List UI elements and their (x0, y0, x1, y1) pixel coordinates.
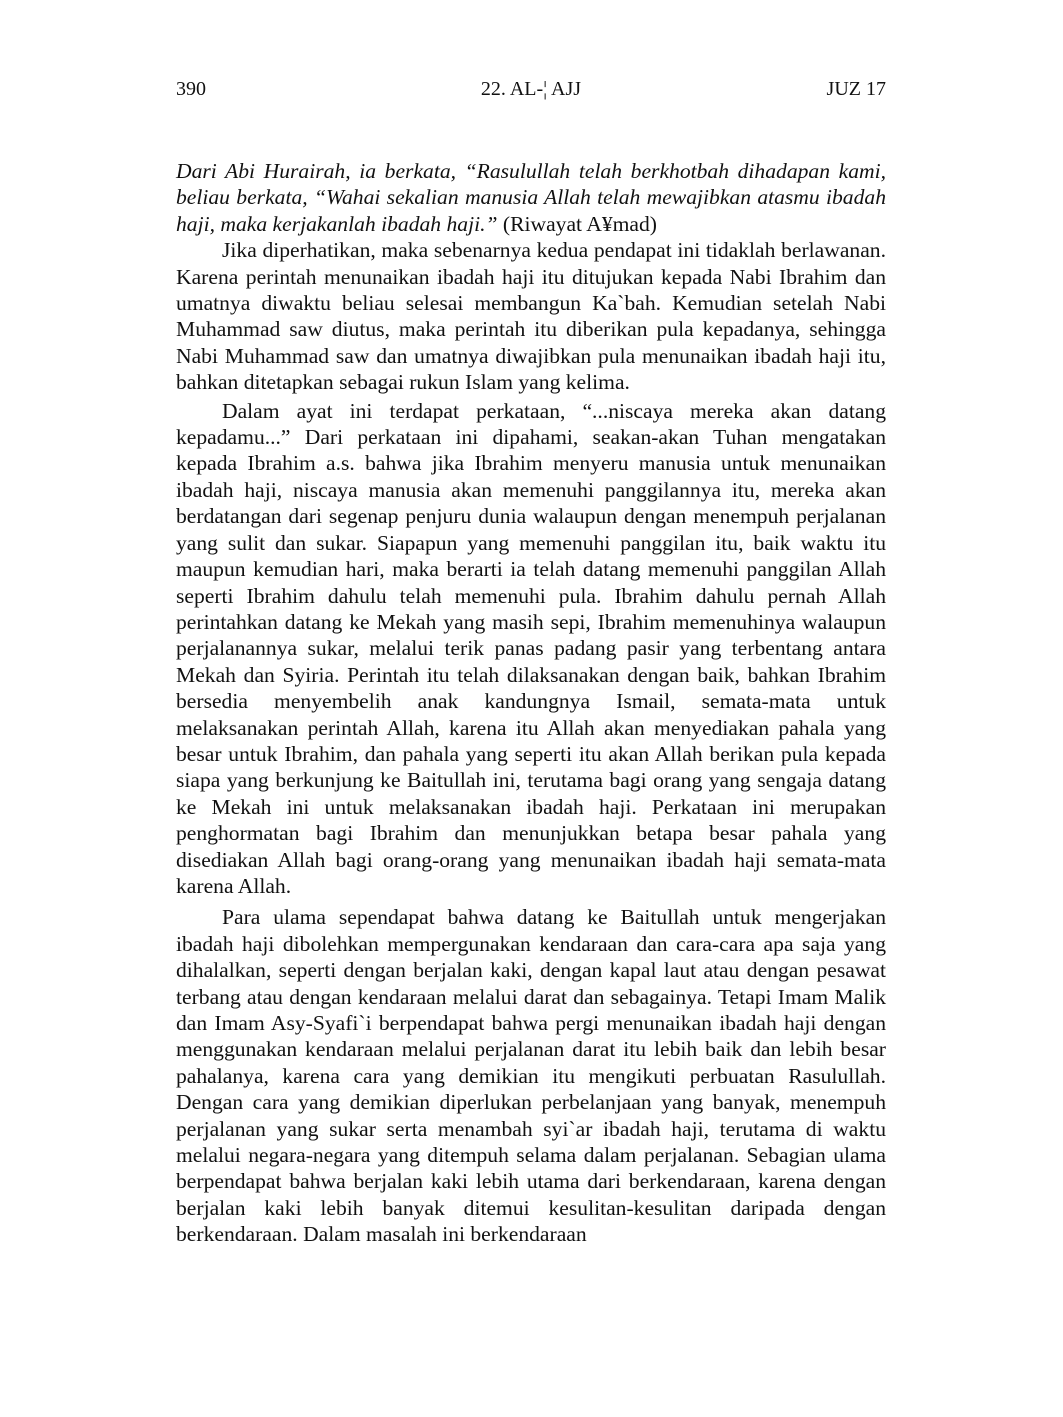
juz-label: JUZ 17 (826, 78, 886, 100)
body-paragraph-3: Para ulama sependapat bahwa datang ke Baitullah untuk mengerjakan ibadah haji dibolehkan mempergunakan kendaraan dan cara-cara apa saja yang dihalalkan, seperti dengan berjalan kaki, dengan kapal laut atau dengan pesawat terbang atau dengan kendaraan melalui darat dan sebagainya. Tetapi Imam Malik dan Imam Asy-Syafi`i berpendapat bahwa pergi menunaikan ibadah haji dengan menggunakan kendaraan melalui perjalanan darat itu lebih baik dan lebih besar pahalanya, karena cara yang demikian itu mengikuti perbuatan Rasulullah. Dengan cara yang demikian diperlukan perbelanjaan yang banyak, menempuh perjalanan yang sukar serta menambah syi`ar ibadah haji, terutama di waktu melalui negara-negara yang ditempuh selama dalam perjalanan. Sebagian ulama berpendapat bahwa berjalan kaki lebih utama dari berkendaraan, karena dengan berjalan kaki lebih banyak ditemui kesulitan-kesulitan daripada dengan berkendaraan. Dalam masalah ini berkendaraan (176, 905, 886, 1247)
chapter-title: 22. AL-¦ AJJ (480, 78, 582, 100)
hadith-source: (Riwayat A¥mad) (497, 211, 658, 236)
body-paragraph-1: Jika diperhatikan, maka sebenarnya kedua pendapat ini tidaklah berlawanan. Karena perintah menunaikan ibadah haji itu ditujukan kepada Nabi Ibrahim dan umatnya diwaktu beliau selesai membangun Ka`bah. Kemudian setelah Nabi Muhammad saw diutus, maka perintah itu diberikan pula kepadanya, sehingga Nabi Muhammad saw dan umatnya diwajibkan pula menunaikan ibadah haji itu, bahkan ditetapkan sebagai rukun Islam yang kelima. (176, 238, 886, 395)
hadith-italic-text: Dari Abi Hurairah, ia berkata, “Rasulullah telah berkhotbah dihadapan kami, beliau berkata, “Wahai sekalian manusia Allah telah mewajibkan atasmu ibadah haji, maka kerjakanlah ibadah haji.” (176, 159, 886, 236)
page-body (176, 158, 886, 1248)
body-paragraph-2: Dalam ayat ini terdapat perkataan, “...niscaya mereka akan datang kepadamu...” Dari perkataan ini dipahami, seakan-akan Tuhan mengatakan kepada Ibrahim a.s. bahwa jika Ibrahim menyeru manusia untuk menunaikan ibadah haji, niscaya manusia akan memenuhi panggilannya itu, mereka akan berdatangan dari segenap penjuru dunia walaupun dengan menempuh perjalanan yang sulit dan sukar. Siapapun yang memenuhi panggilan itu, baik waktu itu maupun kemudian hari, maka berarti ia telah datang memenuhi panggilan Allah seperti Ibrahim dahulu telah memenuhi pula. Ibrahim dahulu pernah Allah perintahkan datang ke Mekah yang masih sepi, Ibrahim memenuhinya walaupun perjalanannya sukar, melalui terik panas padang pasir yang terbentang antara Mekah dan Syiria. Perintah itu telah dilaksanakan dengan baik, bahkan Ibrahim bersedia menyembelih anak kandungnya Ismail, semata-mata untuk melaksanakan perintah Allah, karena itu Allah akan menyediakan pahala yang besar untuk Ibrahim, dan pahala yang seperti itu akan Allah berikan pula kepada siapa yang berkunjung ke Baitullah ini, terutama bagi orang yang sengaja datang ke Mekah ini untuk melaksanakan ibadah haji. Perkataan ini merupakan penghormatan bagi Ibrahim dan menunjukkan betapa besar pahala yang disediakan Allah bagi orang-orang yang menunaikan ibadah haji semata-mata karena Allah. (176, 398, 886, 898)
page-header (176, 74, 886, 104)
hadith-quote (176, 158, 886, 237)
page-number: 390 (176, 78, 206, 100)
